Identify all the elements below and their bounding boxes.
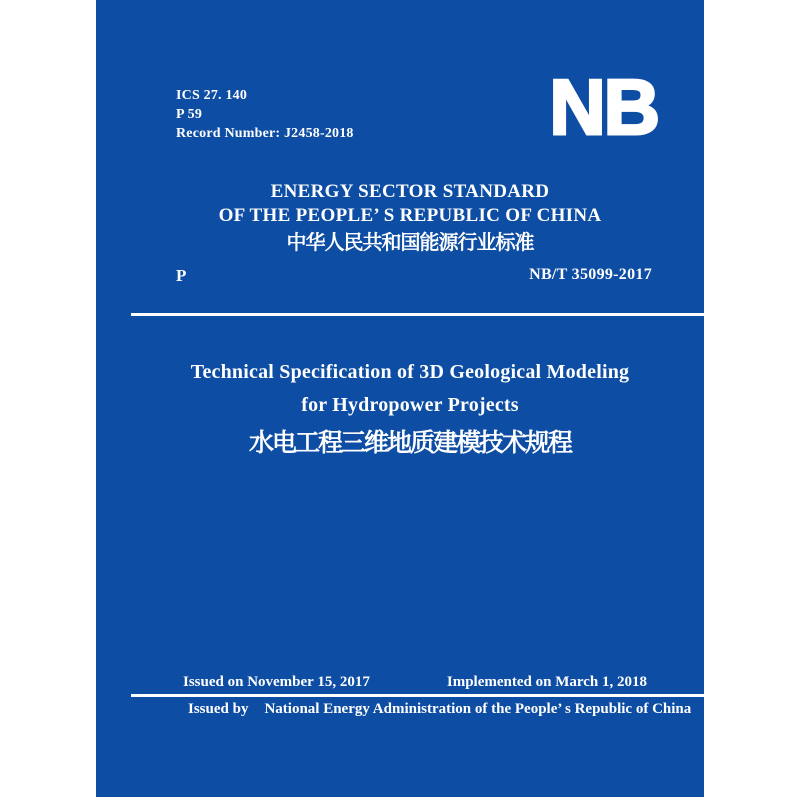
issued-by-label: Issued by <box>188 701 249 717</box>
heading-line3-chinese: 中华人民共和国能源行业标准 <box>286 232 534 254</box>
standard-heading <box>116 180 704 256</box>
issued-date: Issued on November 15, 2017 <box>183 674 370 690</box>
classification-block <box>176 86 354 143</box>
nb-logo: NB <box>549 63 658 151</box>
top-divider-line <box>131 313 704 316</box>
title-english-line1: Technical Specification of 3D Geological Modeling <box>190 361 630 383</box>
document-title <box>116 356 704 458</box>
ics-code: ICS 27. 140 <box>176 88 248 103</box>
issued-by-row <box>188 701 704 718</box>
standard-cover-page <box>96 0 704 797</box>
class-mark: P <box>176 266 187 285</box>
title-english-line2: for Hydropower Projects <box>301 394 519 416</box>
implemented-date: Implemented on March 1, 2018 <box>446 674 647 690</box>
standard-number: NB/T 35099-2017 <box>529 266 652 283</box>
bottom-divider-line <box>131 694 704 697</box>
classification-code: P 59 <box>176 107 203 122</box>
issuing-authority: National Energy Administration of the People’ s Republic of China <box>264 701 692 717</box>
title-chinese: 水电工程三维地质建模技术规程 <box>248 429 571 457</box>
record-number: Record Number: J2458-2018 <box>176 126 354 141</box>
heading-line2: OF THE PEOPLE’ S REPUBLIC OF CHINA <box>218 205 602 226</box>
heading-line1: ENERGY SECTOR STANDARD <box>270 181 550 202</box>
